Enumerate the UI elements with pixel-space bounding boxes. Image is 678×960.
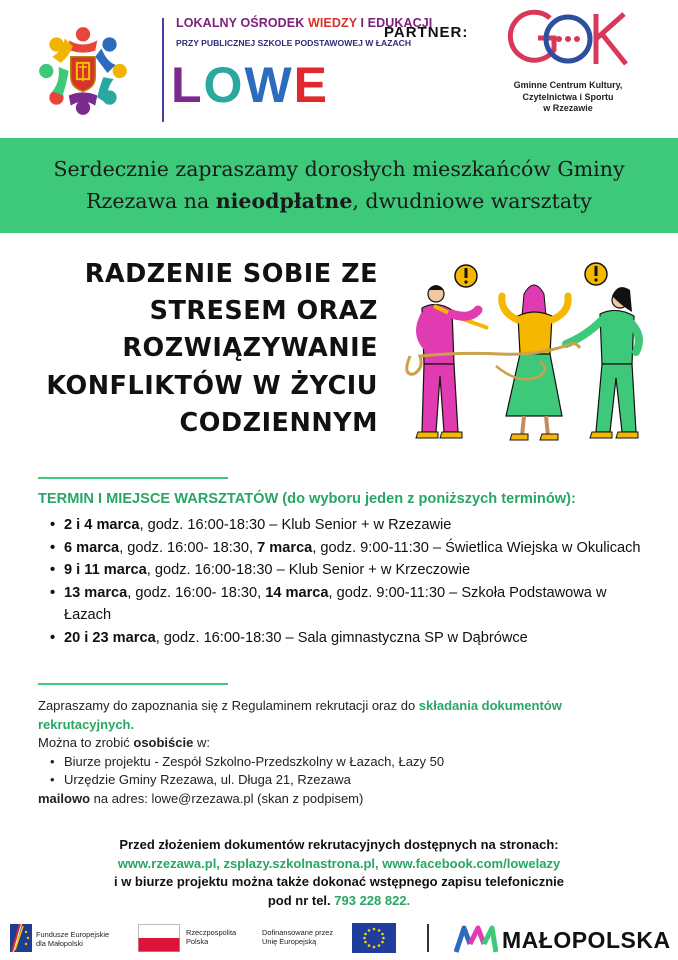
separator-line [38, 477, 228, 479]
exclamation-bubble-icon [455, 263, 607, 287]
list-item: • 2 i 4 marca, godz. 16:00-18:30 – Klub Senior + w Rzezawie [50, 514, 650, 537]
recruitment-info [38, 697, 648, 808]
in-person-line: Można to zrobić osobiście w: [38, 735, 210, 750]
conflict-illustration [400, 256, 658, 450]
places-list [38, 753, 648, 790]
lowe-divider [162, 18, 164, 122]
malopolska-wordmark: MAŁOPOLSKA [502, 927, 671, 953]
european-funds-icon [8, 922, 34, 954]
footer-logos [0, 914, 678, 960]
recruitment-intro: Zapraszamy do zapoznania się z Regulaminem rekrutacji oraz do składania dokumentów rekrutacyjnych. [38, 698, 562, 732]
gok-caption: Gminne Centrum Kultury, Czytelnictwa i Sportu w Rzezawie [513, 80, 623, 114]
contact-info [30, 836, 648, 910]
eu-flag-icon [352, 923, 396, 953]
eu-funding-label: Dofinansowane przez Unię Europejską [262, 928, 334, 947]
list-item: • Biurze projektu - Zespół Szkolno-Przedszkolny w Łazach, Łazy 50 [50, 753, 648, 772]
list-item: • 6 marca, godz. 16:00- 18:30, 7 marca, godz. 9:00-11:30 – Świetlica Wiejska w Okulicach [50, 537, 650, 560]
footer-divider [427, 924, 429, 952]
malopolska-logo-icon [454, 924, 498, 954]
european-funds-label: Fundusze Europejskie dla Małopolski [36, 930, 110, 949]
separator-line [38, 683, 228, 685]
terms-list [50, 514, 650, 649]
partner-label: PARTNER: [384, 24, 469, 41]
list-item: • Urzędzie Gminy Rzezawa, ul. Długa 21, Rzezawa [50, 771, 648, 790]
polish-flag-icon [138, 924, 180, 952]
workshop-title: RADZENIE SOBIE ZE STRESEM ORAZ ROZWIĄZYWANIE KONFLIKTÓW W ŻYCIU CODZIENNYM [46, 259, 378, 438]
header [0, 0, 678, 138]
list-item: • 13 marca, godz. 16:00- 18:30, 14 marca, godz. 9:00-11:30 – Szkoła Podstawowa w Łazach [50, 582, 650, 627]
lowe-wordmark: LOWE [171, 57, 330, 113]
website-links[interactable]: www.rzezawa.pl, zsplazy.szkolnastrona.pl, www.facebook.com/lowelazy [117, 855, 561, 871]
lowe-name-line2: PRZY PUBLICZNEJ SZKOLE PODSTAWOWEJ W ŁAZACH [176, 38, 412, 48]
gok-logo-icon [498, 8, 638, 70]
phone-line: pod nr tel. 793 228 822. [267, 892, 411, 908]
invitation-band [0, 138, 678, 233]
email-line: mailowo na adres: lowe@rzezawa.pl (skan z podpisem) [38, 790, 364, 806]
invitation-text: Serdecznie zapraszamy dorosłych mieszkańców Gminy Rzezawa na nieodpłatne, dwudniowe warsztaty [53, 156, 625, 213]
contact-line: Przed złożeniem dokumentów rekrutacyjnych dostępnych na stronach: [119, 837, 559, 852]
lowe-emblem-icon [32, 20, 134, 122]
lowe-name-line1: LOKALNY OŚRODEK WIEDZY I EDUKACJI [176, 16, 433, 30]
list-item: • 20 i 23 marca, godz. 16:00-18:30 – Sala gimnastyczna SP w Dąbrówce [50, 627, 650, 650]
list-item: • 9 i 11 marca, godz. 16:00-18:30 – Klub Senior + w Krzeczowie [50, 559, 650, 582]
terms-heading: TERMIN I MIEJSCE WARSZTATÓW (do wyboru jeden z poniższych terminów): [38, 491, 576, 507]
polish-republic-label: Rzeczpospolita Polska [186, 928, 237, 947]
contact-line: i w biurze projektu można także dokonać wstępnego zapisu telefonicznie [113, 874, 565, 890]
